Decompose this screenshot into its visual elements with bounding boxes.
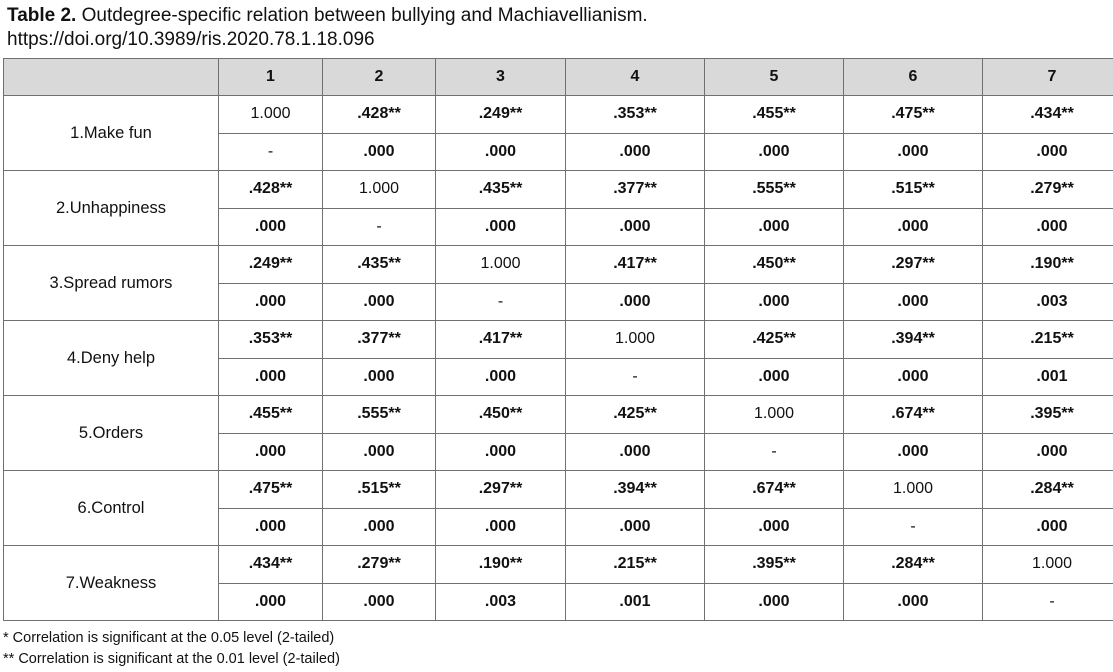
sig-cell: .000 xyxy=(705,508,844,546)
coef-cell: .475** xyxy=(844,96,983,134)
column-header-4: 4 xyxy=(566,59,705,96)
coef-cell: .434** xyxy=(219,546,323,584)
table-row-coef xyxy=(4,246,1113,284)
coef-cell: .674** xyxy=(844,396,983,434)
sig-cell: .000 xyxy=(844,133,983,171)
row-label: 4.Deny help xyxy=(4,321,219,396)
column-header-3: 3 xyxy=(436,59,566,96)
sig-cell: .000 xyxy=(705,208,844,246)
column-header-1: 1 xyxy=(219,59,323,96)
sig-cell: .000 xyxy=(436,358,566,396)
sig-cell: .000 xyxy=(323,133,436,171)
coef-cell: .450** xyxy=(705,246,844,284)
coef-cell: .425** xyxy=(705,321,844,359)
diagonal-cell: 1.000 xyxy=(705,396,844,434)
diagonal-sig-cell: - xyxy=(436,283,566,321)
column-header-6: 6 xyxy=(844,59,983,96)
sig-cell: .000 xyxy=(323,583,436,621)
coef-cell: .284** xyxy=(983,471,1113,509)
sig-cell: .003 xyxy=(436,583,566,621)
coef-cell: .417** xyxy=(566,246,705,284)
sig-cell: .000 xyxy=(566,433,705,471)
diagonal-cell: 1.000 xyxy=(436,246,566,284)
caption-title: Outdegree-specific relation between bullying and Machiavellianism. xyxy=(76,5,648,26)
diagonal-sig-cell: - xyxy=(983,583,1113,621)
sig-cell: .000 xyxy=(983,508,1113,546)
coef-cell: .394** xyxy=(844,321,983,359)
sig-cell: .000 xyxy=(566,133,705,171)
header-row xyxy=(4,59,1113,96)
coef-cell: .279** xyxy=(983,171,1113,209)
sig-cell: .000 xyxy=(436,133,566,171)
sig-cell: .000 xyxy=(983,433,1113,471)
sig-cell: .000 xyxy=(436,508,566,546)
caption-label: Table 2. xyxy=(7,5,77,26)
coef-cell: .417** xyxy=(436,321,566,359)
coef-cell: .190** xyxy=(436,546,566,584)
coef-cell: .674** xyxy=(705,471,844,509)
coef-cell: .455** xyxy=(219,396,323,434)
sig-cell: .000 xyxy=(705,583,844,621)
row-label: 6.Control xyxy=(4,471,219,546)
sig-cell: .000 xyxy=(219,208,323,246)
coef-cell: .435** xyxy=(436,171,566,209)
header-corner xyxy=(4,59,219,96)
table-row-coef xyxy=(4,471,1113,509)
sig-cell: .000 xyxy=(844,433,983,471)
sig-cell: .000 xyxy=(323,283,436,321)
row-label: 5.Orders xyxy=(4,396,219,471)
coef-cell: .515** xyxy=(844,171,983,209)
column-header-2: 2 xyxy=(323,59,436,96)
diagonal-cell: 1.000 xyxy=(983,546,1113,584)
sig-cell: .000 xyxy=(983,208,1113,246)
coef-cell: .297** xyxy=(436,471,566,509)
table-row-coef xyxy=(4,171,1113,209)
sig-cell: .000 xyxy=(436,208,566,246)
coef-cell: .394** xyxy=(566,471,705,509)
coef-cell: .190** xyxy=(983,246,1113,284)
coef-cell: .395** xyxy=(983,396,1113,434)
column-header-5: 5 xyxy=(705,59,844,96)
coef-cell: .215** xyxy=(983,321,1113,359)
sig-cell: .000 xyxy=(323,433,436,471)
coef-cell: .515** xyxy=(323,471,436,509)
footnote-05: * Correlation is significant at the 0.05 level (2-tailed) xyxy=(3,630,335,646)
coef-cell: .353** xyxy=(219,321,323,359)
diagonal-sig-cell: - xyxy=(566,358,705,396)
coef-cell: .249** xyxy=(219,246,323,284)
table-row-coef xyxy=(4,321,1113,359)
sig-cell: .000 xyxy=(219,283,323,321)
sig-cell: .000 xyxy=(436,433,566,471)
diagonal-cell: 1.000 xyxy=(323,171,436,209)
sig-cell: .001 xyxy=(983,358,1113,396)
coef-cell: .377** xyxy=(323,321,436,359)
row-label: 1.Make fun xyxy=(4,96,219,171)
coef-cell: .428** xyxy=(219,171,323,209)
table-row-coef xyxy=(4,96,1113,134)
correlation-table xyxy=(3,58,1113,621)
diagonal-cell: 1.000 xyxy=(566,321,705,359)
diagonal-sig-cell: - xyxy=(323,208,436,246)
coef-cell: .475** xyxy=(219,471,323,509)
coef-cell: .215** xyxy=(566,546,705,584)
sig-cell: .000 xyxy=(705,358,844,396)
coef-cell: .450** xyxy=(436,396,566,434)
caption-title-line xyxy=(7,4,648,28)
row-label: 3.Spread rumors xyxy=(4,246,219,321)
coef-cell: .555** xyxy=(323,396,436,434)
sig-cell: .000 xyxy=(219,433,323,471)
table-row-coef xyxy=(4,396,1113,434)
diagonal-sig-cell: - xyxy=(219,133,323,171)
coef-cell: .435** xyxy=(323,246,436,284)
sig-cell: .000 xyxy=(219,358,323,396)
diagonal-sig-cell: - xyxy=(705,433,844,471)
row-label: 7.Weakness xyxy=(4,546,219,621)
diagonal-cell: 1.000 xyxy=(219,96,323,134)
coef-cell: .377** xyxy=(566,171,705,209)
coef-cell: .395** xyxy=(705,546,844,584)
sig-cell: .000 xyxy=(844,358,983,396)
coef-cell: .297** xyxy=(844,246,983,284)
sig-cell: .000 xyxy=(844,283,983,321)
coef-cell: .279** xyxy=(323,546,436,584)
diagonal-cell: 1.000 xyxy=(844,471,983,509)
sig-cell: .000 xyxy=(705,133,844,171)
sig-cell: .000 xyxy=(705,283,844,321)
coef-cell: .555** xyxy=(705,171,844,209)
footnotes xyxy=(3,628,340,670)
table-body xyxy=(4,96,1113,621)
coef-cell: .434** xyxy=(983,96,1113,134)
footnote-01: ** Correlation is significant at the 0.01 level (2-tailed) xyxy=(3,651,340,667)
sig-cell: .000 xyxy=(219,508,323,546)
sig-cell: .000 xyxy=(983,133,1113,171)
sig-cell: .000 xyxy=(844,208,983,246)
coef-cell: .428** xyxy=(323,96,436,134)
sig-cell: .003 xyxy=(983,283,1113,321)
sig-cell: .000 xyxy=(323,508,436,546)
coef-cell: .455** xyxy=(705,96,844,134)
sig-cell: .000 xyxy=(566,208,705,246)
sig-cell: .000 xyxy=(844,583,983,621)
sig-cell: .000 xyxy=(219,583,323,621)
column-header-7: 7 xyxy=(983,59,1113,96)
caption-doi: https://doi.org/10.3989/ris.2020.78.1.18.096 xyxy=(7,29,375,50)
diagonal-sig-cell: - xyxy=(844,508,983,546)
table-caption xyxy=(7,4,648,52)
coef-cell: .425** xyxy=(566,396,705,434)
sig-cell: .000 xyxy=(566,283,705,321)
coef-cell: .284** xyxy=(844,546,983,584)
coef-cell: .249** xyxy=(436,96,566,134)
coef-cell: .353** xyxy=(566,96,705,134)
sig-cell: .000 xyxy=(566,508,705,546)
row-label: 2.Unhappiness xyxy=(4,171,219,246)
sig-cell: .001 xyxy=(566,583,705,621)
table-row-coef xyxy=(4,546,1113,584)
sig-cell: .000 xyxy=(323,358,436,396)
